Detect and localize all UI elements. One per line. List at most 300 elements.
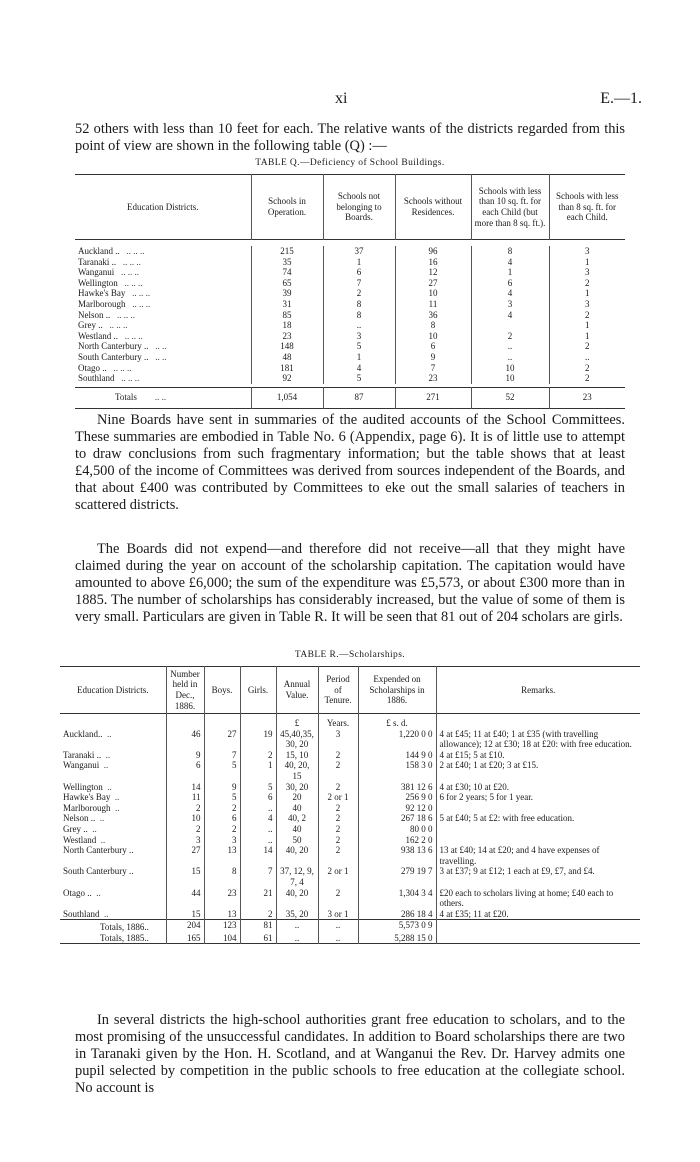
- value-cell: 1: [549, 320, 625, 331]
- value-cell: 7: [323, 278, 395, 289]
- district-name: Nelson ..: [63, 813, 96, 824]
- value-cell: 2: [549, 373, 625, 384]
- value-cell: 2: [549, 363, 625, 374]
- value-cell: 148: [251, 341, 323, 352]
- girls-cell: ..: [240, 803, 276, 814]
- district-cell: [60, 866, 166, 887]
- th-without-residences: Schools without Residences.: [395, 175, 471, 240]
- value-cell: 3: [323, 331, 395, 342]
- district-name: Auckland ..: [78, 246, 120, 256]
- total-boys: 104: [204, 933, 240, 944]
- expended-cell: 92 12 0: [358, 803, 436, 814]
- value-cell: 31: [251, 299, 323, 310]
- value-cell: 74: [251, 267, 323, 278]
- table-row: [75, 331, 625, 342]
- tenure-cell: 2: [318, 835, 358, 846]
- leader-dots: .. .. ..: [132, 298, 151, 309]
- boys-cell: 13: [204, 845, 240, 866]
- value-cell: ..: [471, 341, 549, 352]
- th-in-operation: Schools in Operation.: [251, 175, 323, 240]
- district-cell: [75, 341, 251, 352]
- value-cell: 6: [471, 278, 549, 289]
- district-cell: [60, 782, 166, 793]
- leader-dots: .. .. ..: [126, 246, 145, 256]
- value-cell: 10: [395, 331, 471, 342]
- district-cell: [60, 803, 166, 814]
- district-cell: [60, 845, 166, 866]
- district-cell: [60, 750, 166, 761]
- table-row: [60, 866, 640, 887]
- value-cell: 4: [471, 257, 549, 268]
- boys-cell: 13: [204, 909, 240, 920]
- value-cell: 11: [395, 299, 471, 310]
- leader-dots: ..: [114, 792, 120, 803]
- tenure-cell: 3: [318, 729, 358, 750]
- district-name: North Canterbury ..: [63, 845, 134, 856]
- value-cell: 1: [549, 288, 625, 299]
- leader-dots: .. ..: [155, 351, 167, 362]
- value-cell: 40, 2: [276, 813, 318, 824]
- value-cell: 23: [395, 373, 471, 384]
- number-cell: 15: [166, 909, 204, 920]
- remarks-cell: 6 for 2 years; 5 for 1 year.: [436, 792, 640, 803]
- table-row: [75, 352, 625, 363]
- boys-cell: 27: [204, 729, 240, 750]
- value-cell: 92: [251, 373, 323, 384]
- value-cell: 50: [276, 835, 318, 846]
- expended-cell: 267 18 6: [358, 813, 436, 824]
- table-row: [75, 257, 625, 268]
- table-row: [75, 246, 625, 257]
- table-row: [60, 782, 640, 793]
- value-cell: 10: [471, 363, 549, 374]
- total-c2: 87: [323, 387, 395, 408]
- number-cell: 11: [166, 792, 204, 803]
- value-cell: 3: [471, 299, 549, 310]
- value-cell: 10: [471, 373, 549, 384]
- unit-expended: £ s. d.: [358, 714, 436, 729]
- unit-tenure: Years.: [318, 714, 358, 729]
- table-row: [75, 299, 625, 310]
- value-cell: 3: [549, 267, 625, 278]
- table-row: [60, 803, 640, 814]
- district-name: Hawke's Bay: [78, 288, 126, 299]
- remarks-cell: [436, 803, 640, 814]
- remarks-cell: 13 at £40; 14 at £20; and 4 have expenses of travelling.: [436, 845, 640, 866]
- expended-cell: 256 9 0: [358, 792, 436, 803]
- value-cell: 40: [276, 824, 318, 835]
- paragraph-4: In several districts the high-school authorities grant free education to scholars, and to the most promising of the unsuccessful candidates. In addition to Board scholarships there are two in Taranaki given by the Hon. H. Scotland, and at Wanganui the Rev. Dr. Harvey admits one pupil selected by competition in the public schools to free education at the collegiate school. No account is: [75, 1012, 625, 1096]
- boys-cell: 5: [204, 792, 240, 803]
- girls-cell: 2: [240, 909, 276, 920]
- table-row: [75, 278, 625, 289]
- value-cell: 6: [323, 267, 395, 278]
- number-cell: 46: [166, 729, 204, 750]
- table-row: [75, 267, 625, 278]
- expended-cell: 1,220 0 0: [358, 729, 436, 750]
- value-cell: 27: [395, 278, 471, 289]
- girls-cell: 19: [240, 729, 276, 750]
- boys-cell: 7: [204, 750, 240, 761]
- number-cell: 9: [166, 750, 204, 761]
- value-cell: 215: [251, 246, 323, 257]
- leader-dots: ..: [96, 887, 101, 898]
- tenure-cell: 2: [318, 760, 358, 781]
- total-number: 165: [166, 933, 204, 944]
- th-r-value: Annual Value.: [276, 667, 318, 714]
- district-cell: [60, 888, 166, 909]
- paragraph-2: Nine Boards have sent in summaries of the audited accounts of the School Committees. These summaries are embodied in Table No. 6 (Appendix, page 6). It is of little use to attempt to draw conclusions from such fragmentary information; but the table shows that at least £4,500 of the income of Committees was derived from sources independent of the Boards, and that about £400 was contributed by Committees to eke out the small salaries of teachers in scattered districts.: [75, 412, 625, 513]
- table-row: [75, 363, 625, 374]
- girls-cell: 14: [240, 845, 276, 866]
- girls-cell: 4: [240, 813, 276, 824]
- tenure-cell: 3 or 1: [318, 909, 358, 920]
- table-r: [60, 666, 640, 944]
- table-row: [75, 288, 625, 299]
- number-cell: 3: [166, 835, 204, 846]
- table-row: [75, 310, 625, 321]
- totals-row: [60, 933, 640, 944]
- total-value: ..: [276, 920, 318, 933]
- value-cell: 37: [323, 246, 395, 257]
- value-cell: 1: [549, 331, 625, 342]
- boys-cell: 6: [204, 813, 240, 824]
- total-c3: 271: [395, 387, 471, 408]
- district-cell: [75, 363, 251, 374]
- value-cell: 20: [276, 792, 318, 803]
- district-name: Auckland..: [63, 728, 103, 739]
- value-cell: [471, 320, 549, 331]
- leader-dots: .. .. ..: [132, 288, 151, 299]
- value-cell: ..: [471, 352, 549, 363]
- total-girls: 61: [240, 933, 276, 944]
- leader-dots: .. .. ..: [121, 267, 140, 278]
- th-r-remarks: Remarks.: [436, 667, 640, 714]
- th-less-than-10: Schools with less than 10 sq. ft. for each Child (but more than 8 sq. ft.).: [471, 175, 549, 240]
- district-cell: [60, 813, 166, 824]
- district-cell: [75, 320, 251, 331]
- table-row: [75, 341, 625, 352]
- leader-dots: .. .. ..: [124, 277, 143, 288]
- totals-label: Totals, 1885..: [100, 932, 149, 943]
- district-name: Grey ..: [78, 320, 103, 331]
- district-cell: [60, 729, 166, 750]
- table-row: [60, 760, 640, 781]
- page-number: xi: [335, 90, 348, 107]
- value-cell: 65: [251, 278, 323, 289]
- value-cell: 181: [251, 363, 323, 374]
- tenure-cell: 2: [318, 803, 358, 814]
- district-name: Otago ..: [78, 362, 107, 373]
- th-r-girls: Girls.: [240, 667, 276, 714]
- table-row: [60, 835, 640, 846]
- number-cell: 10: [166, 813, 204, 824]
- leader-dots: ..: [92, 823, 97, 834]
- expended-cell: 144 9 0: [358, 750, 436, 761]
- expended-cell: 279 19 7: [358, 866, 436, 887]
- district-cell: [75, 310, 251, 321]
- value-cell: 4: [323, 363, 395, 374]
- leader-dots: ..: [103, 760, 109, 771]
- th-r-boys: Boys.: [204, 667, 240, 714]
- table-q: [75, 174, 625, 409]
- boys-cell: 2: [204, 824, 240, 835]
- th-less-than-8: Schools with less than 8 sq. ft. for each Child.: [549, 175, 625, 240]
- boys-cell: 3: [204, 835, 240, 846]
- total-boys: 123: [204, 920, 240, 933]
- tenure-cell: 2: [318, 888, 358, 909]
- value-cell: 36: [395, 310, 471, 321]
- value-cell: 6: [395, 341, 471, 352]
- number-cell: 15: [166, 866, 204, 887]
- district-cell: [60, 835, 166, 846]
- district-name: Wellington: [78, 277, 118, 288]
- value-cell: 8: [323, 310, 395, 321]
- value-cell: 4: [471, 288, 549, 299]
- remarks-cell: [436, 835, 640, 846]
- value-cell: 8: [395, 320, 471, 331]
- paragraph-3: The Boards did not expend—and therefore did not receive—all that they might have claimed during the year on account of the scholarship capitation. The capitation would have amounted to above £6,000; the sum of the expenditure was £5,573, or about £300 more than in 1885. The number of scholarships has considerably increased, but the value of some of them is very small. Particulars are given in Table R. It will be seen that 81 out of 204 scholars are girls.: [75, 541, 625, 625]
- leader-dots: .. ..: [155, 341, 167, 352]
- value-cell: 35, 20: [276, 909, 318, 920]
- district-cell: [60, 824, 166, 835]
- table-q-totals-row: [75, 387, 625, 408]
- district-cell: [60, 760, 166, 781]
- value-cell: 35: [251, 257, 323, 268]
- girls-cell: 7: [240, 866, 276, 887]
- total-expended: 5,288 15 0: [358, 933, 436, 944]
- value-cell: 1: [323, 257, 395, 268]
- table-row: [60, 909, 640, 920]
- district-name: Southland: [63, 908, 100, 919]
- district-name: Hawke's Bay: [63, 792, 111, 803]
- total-girls: 81: [240, 920, 276, 933]
- value-cell: 15, 10: [276, 750, 318, 761]
- leader-dots: .. .. ..: [121, 373, 140, 384]
- remarks-cell: £20 each to scholars living at home; £40 each to others.: [436, 888, 640, 909]
- remarks-cell: 4 at £35; 11 at £20.: [436, 909, 640, 920]
- leader-dots: .. .. ..: [113, 362, 132, 373]
- girls-cell: 1: [240, 760, 276, 781]
- leader-dots: ..: [107, 728, 112, 739]
- girls-cell: 5: [240, 782, 276, 793]
- remarks-cell: 4 at £30; 10 at £20.: [436, 782, 640, 793]
- table-row: [60, 729, 640, 750]
- district-cell: [75, 299, 251, 310]
- value-cell: 23: [251, 331, 323, 342]
- totals-label: Totals, 1886..: [100, 922, 149, 933]
- leader-dots: ..: [105, 749, 111, 760]
- table-row: [75, 373, 625, 384]
- value-cell: 40, 20: [276, 845, 318, 866]
- number-cell: 6: [166, 760, 204, 781]
- girls-cell: 2: [240, 750, 276, 761]
- value-cell: 2: [549, 310, 625, 321]
- value-cell: 96: [395, 246, 471, 257]
- boys-cell: 2: [204, 803, 240, 814]
- district-cell: [75, 246, 251, 257]
- table-row: [75, 320, 625, 331]
- number-cell: 2: [166, 803, 204, 814]
- girls-cell: ..: [240, 824, 276, 835]
- district-name: Marlborough: [63, 802, 111, 813]
- total-c5: 23: [549, 387, 625, 408]
- boys-cell: 23: [204, 888, 240, 909]
- leader-dots: .. .. ..: [117, 309, 135, 320]
- value-cell: 48: [251, 352, 323, 363]
- tenure-cell: 2: [318, 813, 358, 824]
- value-cell: 1: [323, 352, 395, 363]
- th-r-expended: Expended on Scholarships in 1886.: [358, 667, 436, 714]
- boys-cell: 5: [204, 760, 240, 781]
- value-cell: 85: [251, 310, 323, 321]
- district-cell: [75, 278, 251, 289]
- value-cell: 30, 20: [276, 782, 318, 793]
- number-cell: 44: [166, 888, 204, 909]
- number-cell: 2: [166, 824, 204, 835]
- district-name: Grey ..: [63, 823, 88, 834]
- paragraph-1: 52 others with less than 10 feet for each. The relative wants of the districts regarded from this point of view are shown in the following table (Q) :—: [75, 121, 625, 154]
- value-cell: 3: [549, 299, 625, 310]
- tenure-cell: 2: [318, 782, 358, 793]
- tenure-cell: 2: [318, 824, 358, 835]
- district-cell: [75, 267, 251, 278]
- leader-dots: .. .. ..: [109, 320, 128, 331]
- value-cell: 5: [323, 373, 395, 384]
- expended-cell: 1,304 3 4: [358, 888, 436, 909]
- value-cell: 8: [323, 299, 395, 310]
- value-cell: 10: [395, 288, 471, 299]
- value-cell: 40, 20: [276, 888, 318, 909]
- value-cell: 4: [471, 310, 549, 321]
- value-cell: 2: [549, 341, 625, 352]
- value-cell: 9: [395, 352, 471, 363]
- tenure-cell: 2: [318, 750, 358, 761]
- table-row: [60, 813, 640, 824]
- girls-cell: ..: [240, 835, 276, 846]
- district-name: Southland: [78, 373, 115, 384]
- remarks-cell: 2 at £40; 1 at £20; 3 at £15.: [436, 760, 640, 781]
- table-row: [60, 824, 640, 835]
- leader-dots: .. .. ..: [122, 256, 141, 267]
- unit-value: £: [276, 714, 318, 729]
- table-r-caption: TABLE R.—Scholarships.: [294, 650, 406, 660]
- district-cell: [75, 352, 251, 363]
- remarks-cell: 4 at £15; 5 at £10.: [436, 750, 640, 761]
- value-cell: 2: [471, 331, 549, 342]
- district-name: Nelson ..: [78, 309, 111, 320]
- leader-dots: ..: [115, 802, 120, 813]
- document-reference: E.—1.: [600, 90, 642, 107]
- district-cell: [60, 792, 166, 803]
- district-name: Wanganui: [63, 760, 100, 771]
- remarks-cell: 3 at £37; 9 at £12; 1 each at £9, £7, and £4.: [436, 866, 640, 887]
- district-name: Marlborough: [78, 298, 126, 309]
- th-district: Education Districts.: [127, 201, 199, 212]
- value-cell: 39: [251, 288, 323, 299]
- value-cell: ..: [323, 320, 395, 331]
- total-expended: 5,573 0 9: [358, 920, 436, 933]
- totals-row: [60, 920, 640, 933]
- value-cell: 1: [549, 257, 625, 268]
- value-cell: 40: [276, 803, 318, 814]
- tenure-cell: 2 or 1: [318, 866, 358, 887]
- th-not-belonging: Schools not belonging to Boards.: [323, 175, 395, 240]
- district-name: South Canterbury ..: [63, 866, 134, 877]
- page-header: [0, 90, 700, 114]
- remarks-cell: [436, 824, 640, 835]
- girls-cell: 21: [240, 888, 276, 909]
- total-c4: 52: [471, 387, 549, 408]
- district-cell: [75, 331, 251, 342]
- totals-label: Totals .. ..: [115, 392, 167, 403]
- leader-dots: .. .. ..: [124, 330, 143, 341]
- leader-dots: ..: [100, 834, 106, 845]
- district-name: Westland ..: [78, 330, 119, 341]
- total-c1: 1,054: [251, 387, 323, 408]
- district-name: Wellington: [63, 781, 103, 792]
- value-cell: 16: [395, 257, 471, 268]
- value-cell: 40, 20, 15: [276, 760, 318, 781]
- value-cell: 2: [323, 288, 395, 299]
- number-cell: 14: [166, 782, 204, 793]
- total-number: 204: [166, 920, 204, 933]
- value-cell: 45,40,35, 30, 20: [276, 729, 318, 750]
- total-tenure: ..: [318, 920, 358, 933]
- table-row: [60, 792, 640, 803]
- value-cell: 18: [251, 320, 323, 331]
- total-tenure: ..: [318, 933, 358, 944]
- table-row: [60, 845, 640, 866]
- th-r-district: Education Districts.: [77, 684, 149, 695]
- remarks-cell: 5 at £40; 5 at £2: with free education.: [436, 813, 640, 824]
- district-name: North Canterbury ..: [78, 341, 149, 352]
- expended-cell: 162 2 0: [358, 835, 436, 846]
- remarks-cell: 4 at £45; 11 at £40; 1 at £35 (with travelling allowance); 12 at £30; 18 at £20: with free education.: [436, 729, 640, 750]
- district-cell: [60, 909, 166, 920]
- boys-cell: 9: [204, 782, 240, 793]
- expended-cell: 80 0 0: [358, 824, 436, 835]
- leader-dots: ..: [104, 908, 109, 919]
- boys-cell: 8: [204, 866, 240, 887]
- total-value: ..: [276, 933, 318, 944]
- table-row: [60, 750, 640, 761]
- leader-dots: ..: [107, 781, 112, 792]
- value-cell: 37, 12, 9, 7, 4: [276, 866, 318, 887]
- table-row: [60, 888, 640, 909]
- district-name: Taranaki ..: [63, 749, 102, 760]
- district-name: Otago ..: [63, 887, 92, 898]
- th-r-tenure: Period of Tenure.: [318, 667, 358, 714]
- tenure-cell: 2 or 1: [318, 792, 358, 803]
- number-cell: 27: [166, 845, 204, 866]
- value-cell: 8: [471, 246, 549, 257]
- value-cell: 1: [471, 267, 549, 278]
- value-cell: 7: [395, 363, 471, 374]
- expended-cell: 938 13 6: [358, 845, 436, 866]
- leader-dots: ..: [99, 813, 105, 824]
- th-r-number: Number held in Dec., 1886.: [166, 667, 204, 714]
- expended-cell: 158 3 0: [358, 760, 436, 781]
- district-name: Taranaki ..: [78, 256, 117, 267]
- district-name: Wanganui: [78, 267, 115, 278]
- value-cell: ..: [549, 352, 625, 363]
- value-cell: 12: [395, 267, 471, 278]
- total-remarks-blank: [436, 920, 640, 933]
- total-remarks-blank: [436, 933, 640, 944]
- expended-cell: 381 12 6: [358, 782, 436, 793]
- district-cell: [75, 373, 251, 384]
